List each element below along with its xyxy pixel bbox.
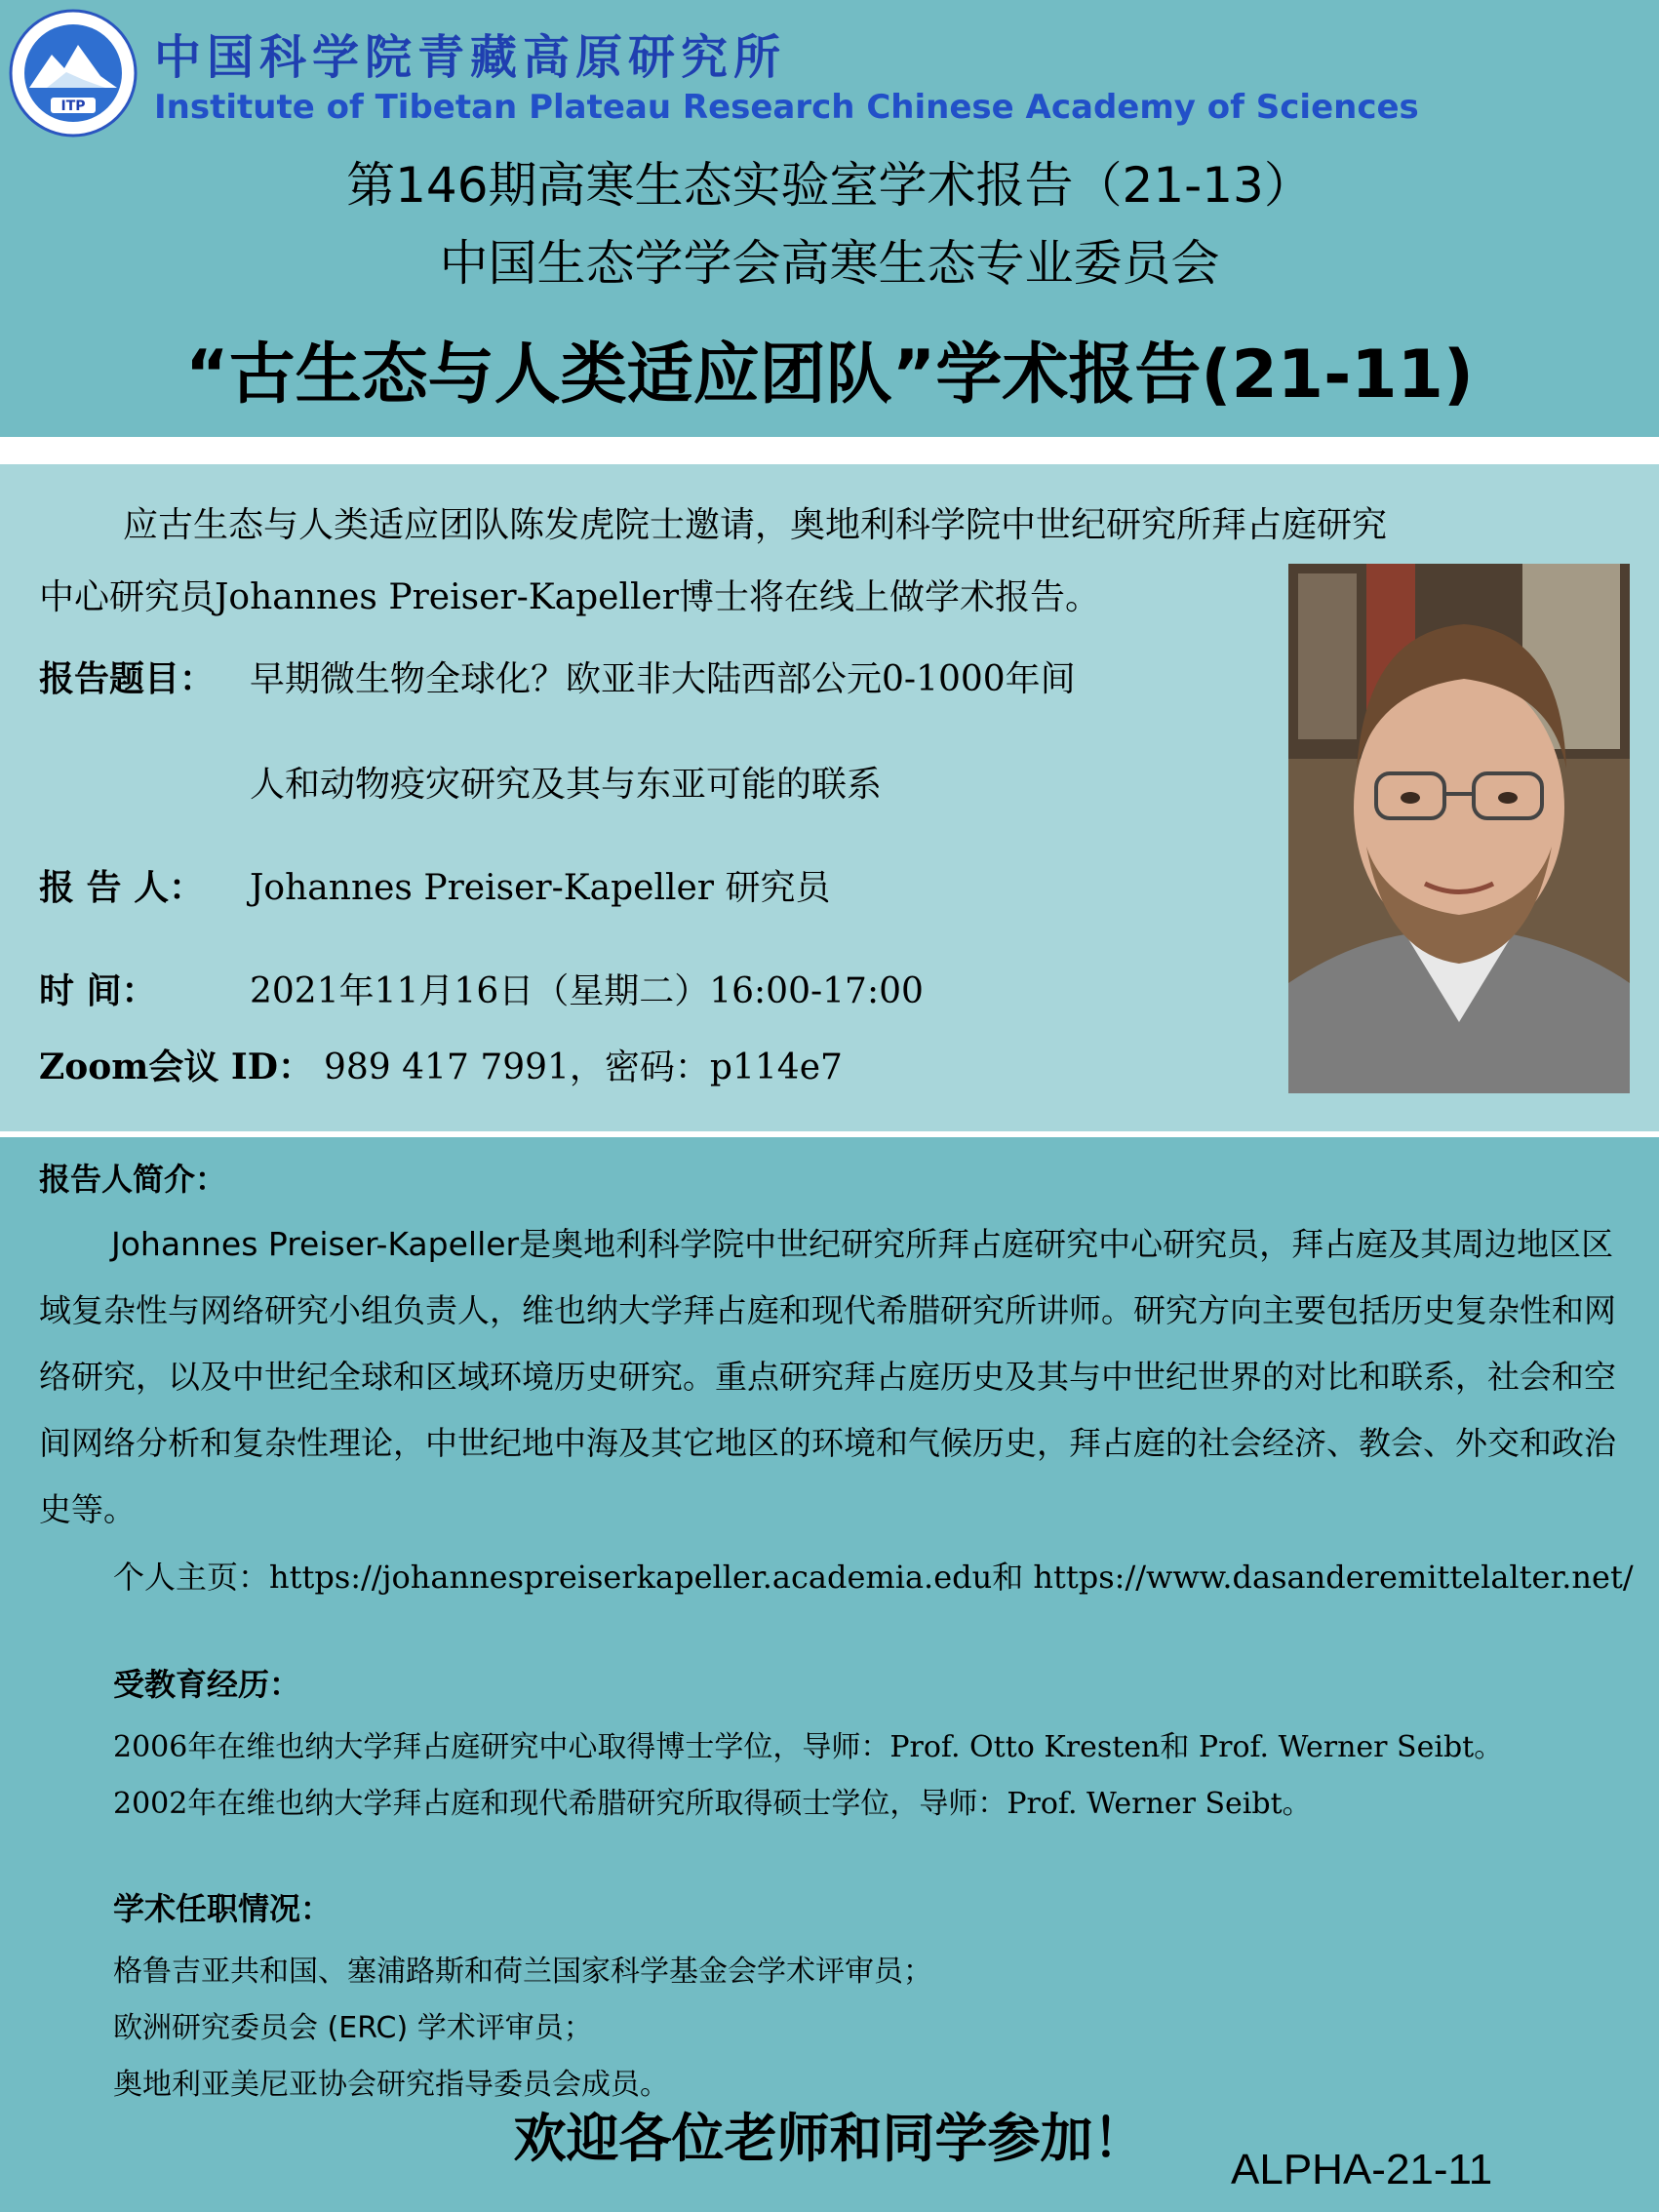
- time-label: 时 间：: [39, 971, 157, 1011]
- intro-line-2: 中心研究员Johannes Preiser-Kapeller博士将在线上做学术报告。: [39, 577, 1100, 617]
- bio-title: 报告人简介：: [39, 1161, 227, 1198]
- topic-line-2: 人和动物疫灾研究及其与东亚可能的联系: [250, 765, 883, 805]
- education-item: 2002年在维也纳大学拜占庭和现代希腊研究所取得硕士学位，导师：Prof. Werner Seibt。: [113, 1787, 1312, 1821]
- position-item: 欧洲研究委员会 (ERC) 学术评审员；: [113, 2011, 593, 2045]
- intro-line-1: 应古生态与人类适应团队陈发虎院士邀请，奥地利科学院中世纪研究所拜占庭研究: [123, 505, 1388, 545]
- zoom-value: 989 417 7991，密码：p114e7: [324, 1047, 843, 1087]
- report-series-title: 第146期高寒生态实验室学术报告（21-13）: [346, 157, 1313, 214]
- speaker-label: 报 告 人：: [39, 868, 205, 908]
- education-title: 受教育经历：: [113, 1666, 301, 1703]
- education-item: 2006年在维也纳大学拜占庭研究中心取得博士学位，导师：Prof. Otto Kresten和 Prof. Werner Seibt。: [113, 1730, 1504, 1764]
- homepage-links: 个人主页：https://johannespreiserkapeller.academia.edu和 https://www.dasanderemittelalter.net/: [113, 1559, 1634, 1596]
- institute-name-en: Institute of Tibetan Plateau Research Chinese Academy of Sciences: [154, 88, 1419, 127]
- institute-name-cn: 中国科学院青藏高原研究所: [154, 30, 787, 85]
- position-item: 奥地利亚美尼亚协会研究指导委员会成员。: [113, 2068, 669, 2102]
- speaker-photo: [1288, 564, 1630, 1093]
- welcome-message: 欢迎各位老师和同学参加！: [513, 2108, 1146, 2169]
- header-banner: [0, 0, 1659, 437]
- itp-logo-icon: [8, 8, 138, 138]
- team-report-title: “古生态与人类适应团队”学术报告(21-11): [184, 336, 1475, 414]
- topic-label: 报告题目：: [39, 659, 216, 699]
- zoom-label: Zoom会议 ID：: [39, 1047, 313, 1087]
- time-value: 2021年11月16日（星期二）16:00-17:00: [250, 971, 924, 1011]
- speaker-value: Johannes Preiser-Kapeller 研究员: [250, 868, 831, 908]
- positions-title: 学术任职情况：: [113, 1890, 333, 1927]
- report-code: ALPHA-21-11: [1231, 2146, 1493, 2193]
- logo-text: ITP: [60, 99, 86, 114]
- position-item: 格鲁吉亚共和国、塞浦路斯和荷兰国家科学基金会学术评审员；: [113, 1955, 932, 1989]
- committee-title: 中国生态学学会高寒生态专业委员会: [439, 235, 1220, 292]
- bio-paragraph: Johannes Preiser-Kapeller是奥地利科学院中世纪研究所拜占庭研究中心研究员，拜占庭及其周边地区区域复杂性与网络研究小组负责人，维也纳大学拜占庭和现代希腊研究所讲师。研究方向主要包括历史复杂性和网络研究，以及中世纪全球和区域环境历史研究。重点研究拜占庭历史及其与中世纪世界的对比和联系，社会和空间网络分析和复杂性理论，中世纪地中海及其它地区的环境和气候历史，拜占庭的社会经济、教会、外交和政治史等。: [39, 1225, 1616, 1528]
- topic-line-1: 早期微生物全球化？欧亚非大陆西部公元0-1000年间: [250, 659, 1076, 699]
